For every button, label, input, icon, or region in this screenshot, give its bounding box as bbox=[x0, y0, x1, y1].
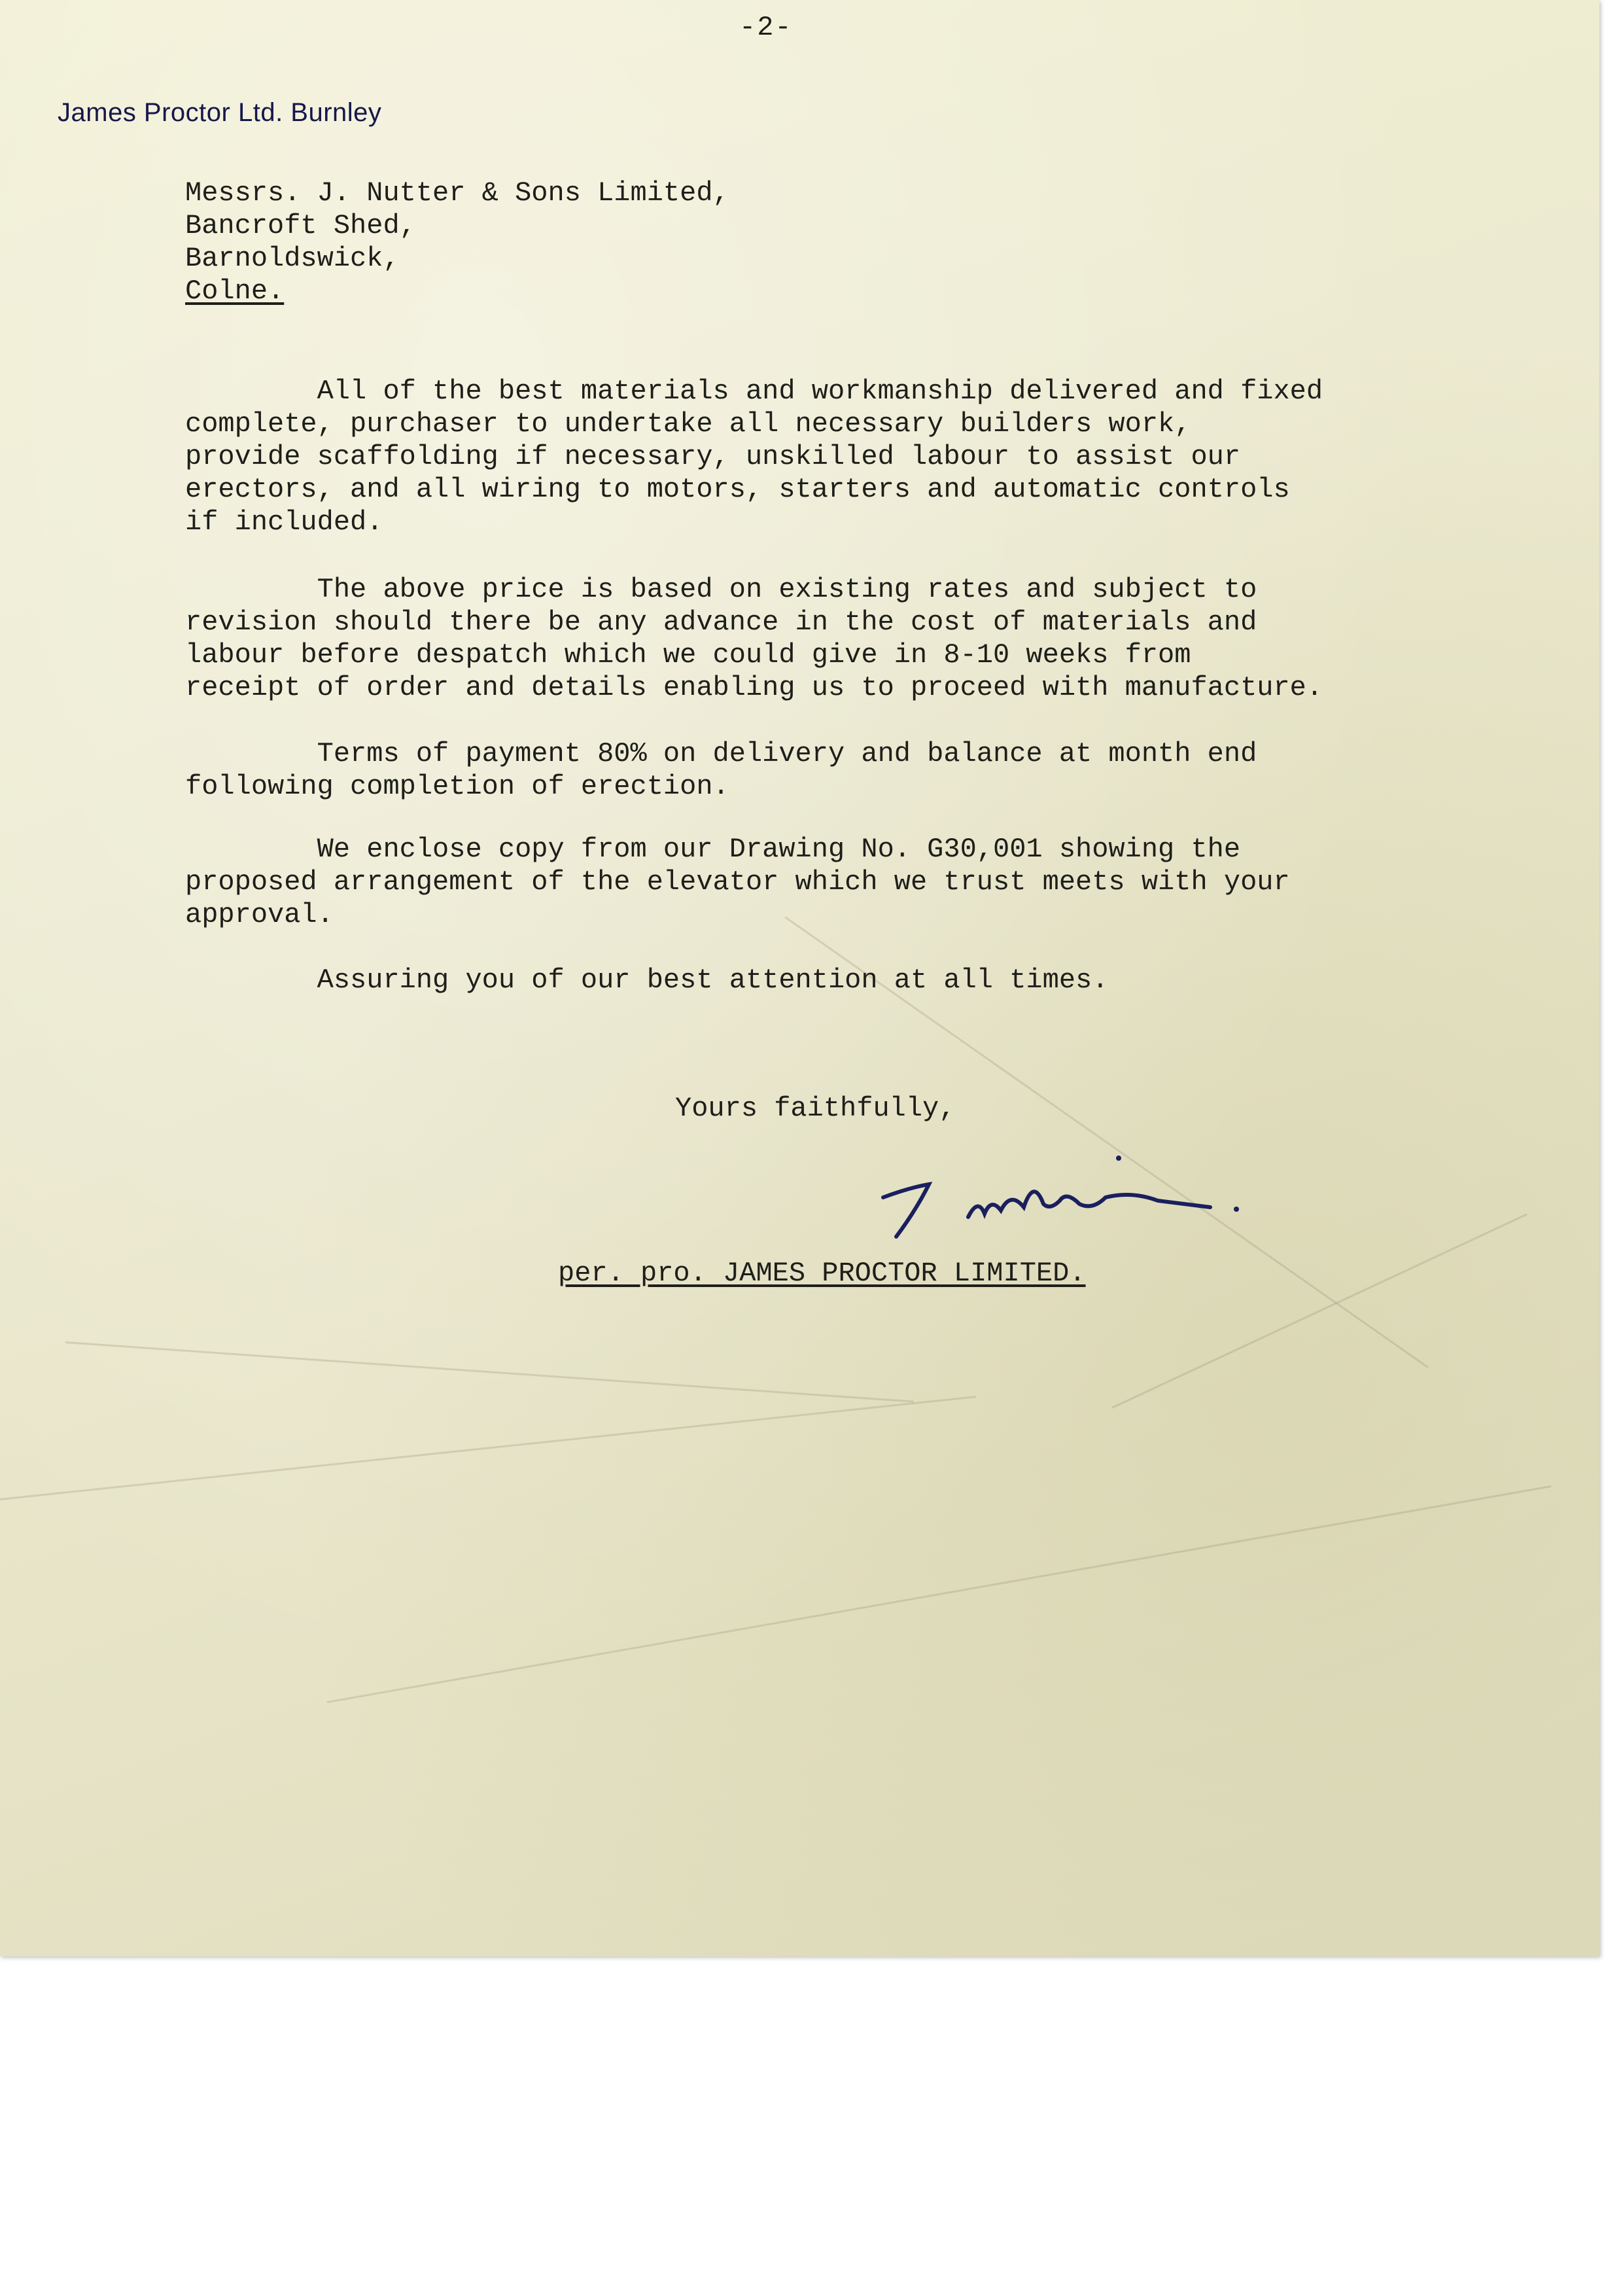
handwritten-signature-icon bbox=[870, 1152, 1276, 1250]
letterhead-stamp: James Proctor Ltd. Burnley bbox=[58, 98, 382, 127]
paper-crease bbox=[65, 1341, 914, 1403]
recipient-address bbox=[185, 177, 729, 308]
address-line: Bancroft Shed, bbox=[185, 210, 416, 241]
paper-crease bbox=[0, 1396, 976, 1500]
closing-salutation: Yours faithfully, bbox=[675, 1093, 956, 1124]
body-paragraph-3: Terms of payment 80% on delivery and balance at month end following completion of erection. bbox=[185, 738, 1257, 802]
address-line: Messrs. J. Nutter & Sons Limited, bbox=[185, 177, 729, 209]
body-paragraph-4: We enclose copy from our Drawing No. G30,001 showing the proposed arrangement of the elevator which we trust meets with your approval. bbox=[185, 834, 1290, 930]
body-paragraph-1: All of the best materials and workmanship delivered and fixed complete, purchaser to undertake all necessary builders work, provide scaffolding if necessary, unskilled labour to assist our erectors, and all wiring to motors, starters and automatic controls if included. bbox=[185, 376, 1323, 538]
body-paragraph-2: The above price is based on existing rates and subject to revision should there be any advance in the cost of materials and labour before despatch which we could give in 8-10 weeks from receipt of order and details enabling us to proceed with manufacture. bbox=[185, 574, 1323, 703]
signatory-line: per. pro. JAMES PROCTOR LIMITED. bbox=[558, 1258, 1086, 1289]
page-number: -2- bbox=[739, 12, 793, 43]
body-paragraph-5: Assuring you of our best attention at all times. bbox=[185, 964, 1109, 996]
address-line: Colne. bbox=[185, 275, 285, 307]
address-line: Barnoldswick, bbox=[185, 243, 400, 274]
paper-crease bbox=[327, 1485, 1552, 1703]
